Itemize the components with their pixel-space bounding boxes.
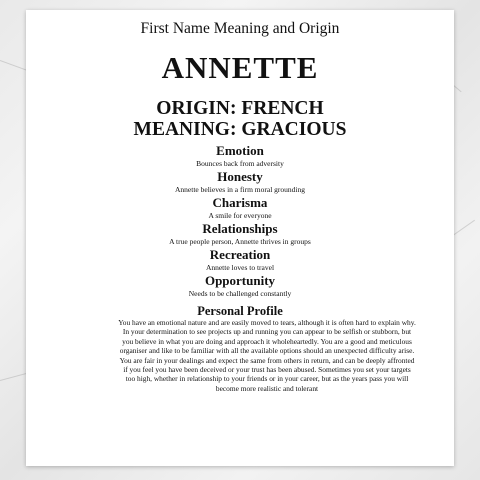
trait-title: Opportunity <box>204 273 276 288</box>
trait-charisma <box>26 196 454 220</box>
trait-description: Needs to be challenged constantly <box>188 289 292 298</box>
trait-description: Bounces back from adversity <box>196 159 284 168</box>
trait-description: Annette loves to travel <box>205 263 275 272</box>
personal-profile-title: Personal Profile <box>197 304 283 318</box>
trait-title: Relationships <box>202 221 278 236</box>
trait-emotion <box>26 144 454 168</box>
origin-heading: ORIGIN: FRENCH <box>156 98 324 119</box>
personal-profile-body: You have an emotional nature and are easily moved to tears, although it is often hard to explain why. In your determination to see projects up and running you can appear to be selfish or stubborn, but you believe in what you are doing and approach it wholeheartedly. You are a good and meticulous organiser and like to be familiar with all the available options should an unexpected difficulty arise. You are fair in your dealings and expect the same from others in return, and can be deeply affronted if you feel you have been deceived or your trust has been abused. Sometimes you set your targets too high, whether in relationship to your friends or in your career, but as the years pass you will become more realistic and tolerant <box>118 318 416 393</box>
trait-description: A true people person, Annette thrives in groups <box>169 237 311 246</box>
trait-recreation <box>26 248 454 272</box>
trait-honesty <box>26 170 454 194</box>
trait-title: Emotion <box>216 143 264 158</box>
meaning-heading: MEANING: GRACIOUS <box>133 119 347 140</box>
trait-title: Honesty <box>217 169 263 184</box>
name-meaning-sheet <box>26 10 454 466</box>
trait-description: Annette believes in a firm moral grounding <box>175 185 305 194</box>
trait-opportunity <box>26 274 454 298</box>
trait-title: Recreation <box>209 247 271 262</box>
trait-description: A smile for everyone <box>208 211 272 220</box>
sheet-header-title: First Name Meaning and Origin <box>140 20 340 37</box>
name-heading: ANNETTE <box>161 50 319 85</box>
trait-title: Charisma <box>212 195 268 210</box>
trait-relationships <box>26 222 454 246</box>
